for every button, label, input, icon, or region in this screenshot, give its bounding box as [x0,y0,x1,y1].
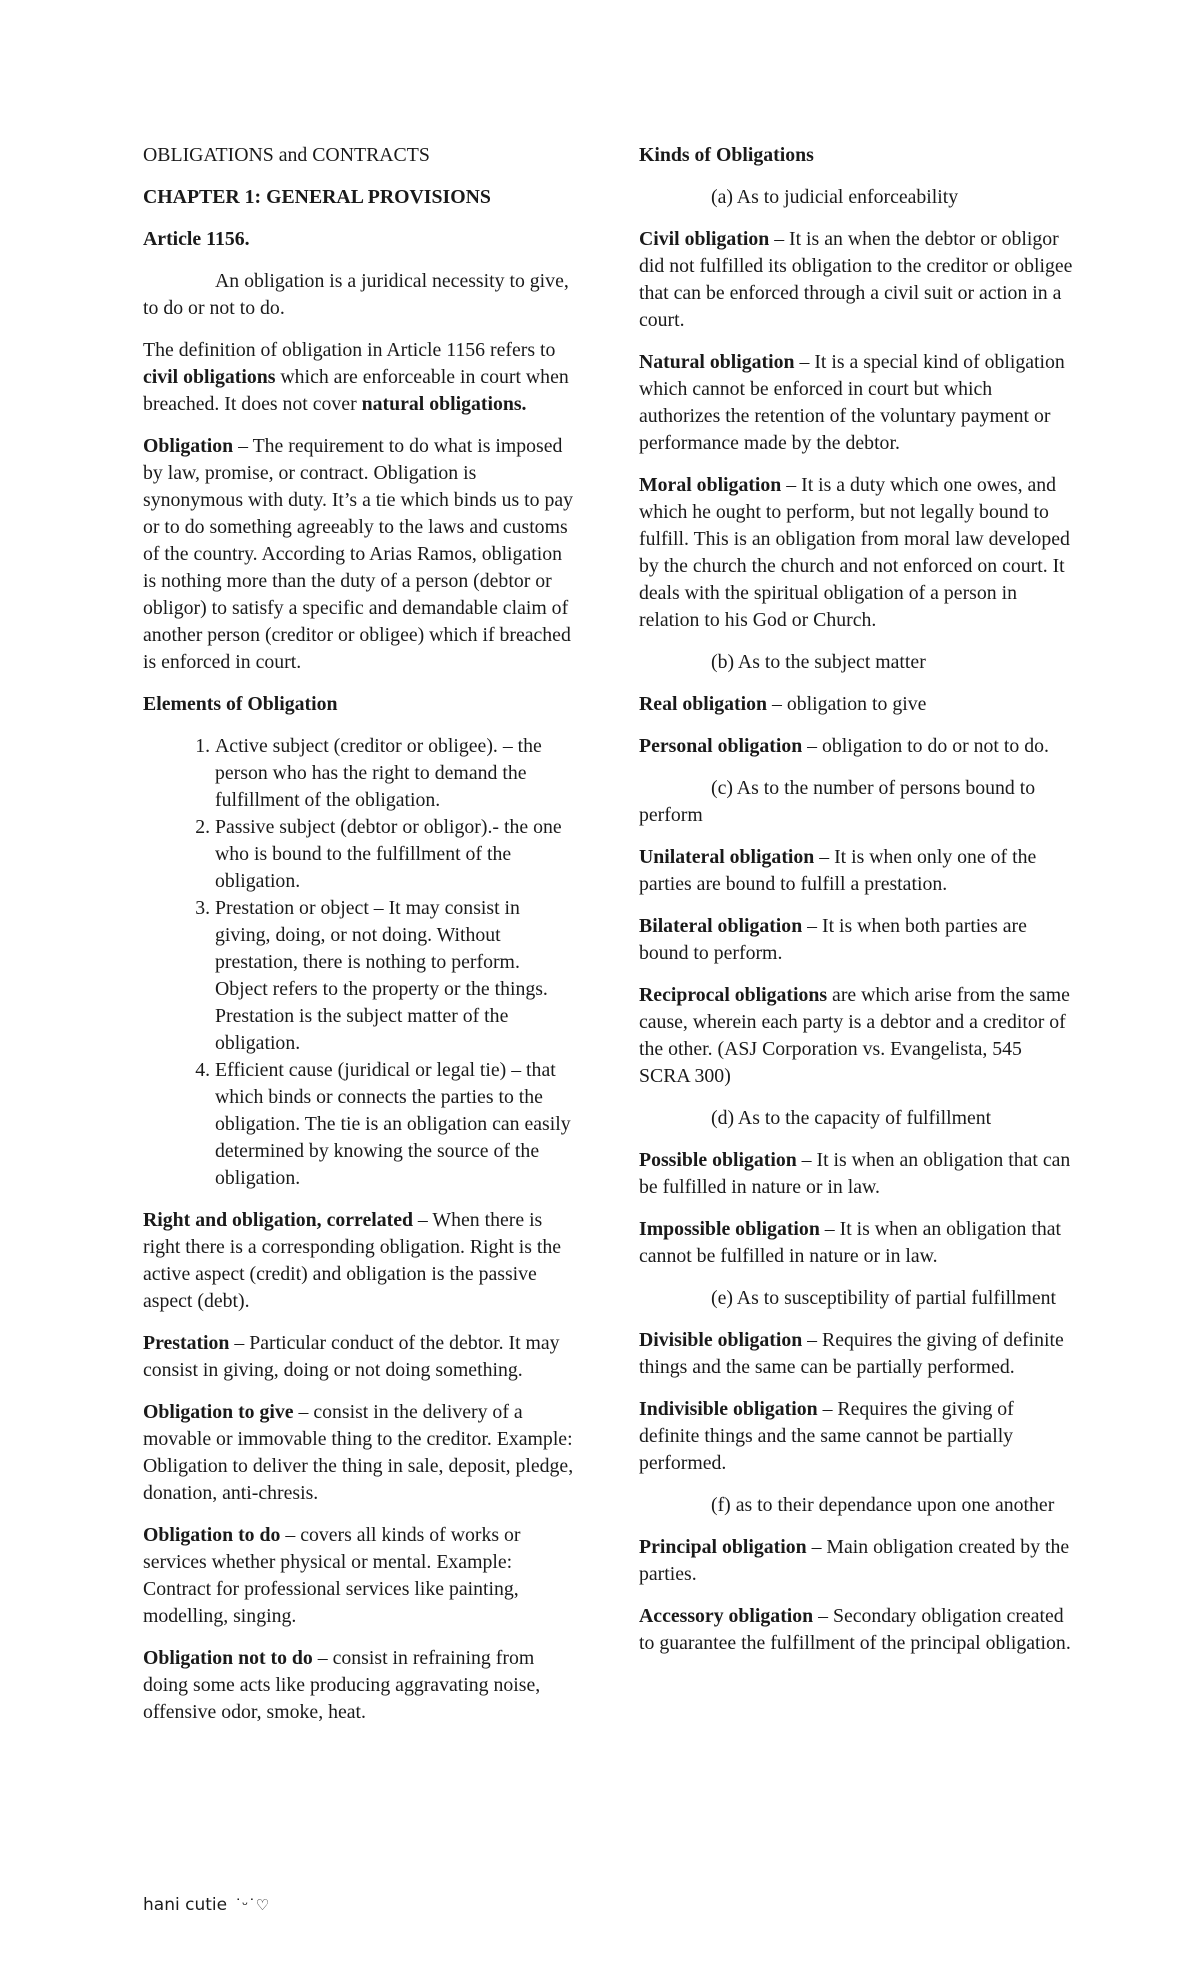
kind-item [639,1534,1075,1588]
definition-text-1: The definition of obligation in Article 1156 refers to [143,339,556,361]
kind-text: – Requires the giving of definite things and the same cannot be partially performed. [639,1398,1014,1474]
category-label-b: (b) As to the subject matter [711,651,926,673]
kind-term: Bilateral obligation [639,915,803,937]
definition-text: – Particular conduct of the debtor. It may consist in giving, doing or not doing something. [143,1332,560,1381]
element-item: 1. Active subject (creditor or obligee). – the person who has the right to demand the fulfillment of the obligation. [215,733,575,814]
kind-text: – Secondary obligation created to guarantee the fulfillment of the principal obligation. [639,1605,1071,1654]
definition-paragraph [143,337,575,418]
kind-term: Indivisible obligation [639,1398,818,1420]
kind-item [639,1327,1075,1381]
kind-text: – It is when an obligation that can be fulfilled in nature or in law. [639,1149,1071,1198]
element-item: 4. Efficient cause (juridical or legal tie) – that which binds or connects the parties to the obligation. The tie is an obligation can easily determined by knowing the source of the obligation. [215,1057,575,1192]
article-text: An obligation is a juridical necessity to give, to do or not to do. [143,270,569,319]
definition-item [143,1645,575,1726]
kinds-heading: Kinds of Obligations [639,144,814,166]
definition-item [143,1522,575,1630]
kind-text: – It is when an obligation that cannot be fulfilled in nature or in law. [639,1218,1062,1267]
kind-term: Real obligation [639,693,768,715]
elements-heading: Elements of Obligation [143,693,338,715]
definition-text: – consist in refraining from doing some acts like producing aggravating noise, offensive odor, smoke, heat. [143,1647,541,1723]
kind-text: – Main obligation created by the parties. [639,1536,1070,1585]
category-label-d: (d) As to the capacity of fulfillment [711,1107,992,1129]
kind-term: Natural obligation [639,351,795,373]
kind-text: – It is when only one of the parties are bound to fulfill a prestation. [639,846,1037,895]
kind-item [639,844,1075,898]
obligation-term: Obligation [143,435,234,457]
elements-list [143,733,575,1192]
category-label-f: (f) as to their dependance upon one another [711,1494,1055,1516]
kind-term: Accessory obligation [639,1605,814,1627]
kind-item [639,1147,1075,1201]
footer-text: hani cutie [143,1895,228,1915]
kind-item [639,733,1075,760]
kind-text: – It is a special kind of obligation which cannot be enforced in court but which authorizes the retention of the voluntary payment or performance made by the debtor. [639,351,1065,454]
kind-term: Unilateral obligation [639,846,815,868]
kind-text: – It is an when the debtor or obligor did not fulfilled its obligation to the creditor or obligee that can be enforced through a civil suit or action in a court. [639,228,1073,331]
category-label-e: (e) As to susceptibility of partial fulfillment [711,1287,1057,1309]
category-label-a: (a) As to judicial enforceability [711,186,959,208]
kind-item [639,913,1075,967]
kind-text: – It is a duty which one owes, and which he ought to perform, but not legally bound to fulfill. This is an obligation from moral law developed by the church the church and not enforced on court. It deals with the spiritual obligation of a person in relation to his God or Church. [639,474,1070,631]
kind-item [639,1396,1075,1477]
definition-term: Obligation not to do [143,1647,313,1669]
kind-text: – obligation to give [767,693,927,715]
definition-text: – When there is right there is a corresponding obligation. Right is the active aspect (credit) and obligation is the passive aspect (debt). [143,1209,562,1312]
definition-term: Right and obligation, correlated [143,1209,413,1231]
kind-term: Impossible obligation [639,1218,820,1240]
kind-text: – It is when both parties are bound to perform. [639,915,1027,964]
kind-term: Civil obligation [639,228,770,250]
definition-text-2: which are enforceable in court when breached. It does not cover [143,366,569,415]
right-column [639,142,1075,1672]
kind-item [639,1216,1075,1270]
definition-term: Obligation to do [143,1524,281,1546]
definition-bold-natural: natural obligations. [361,393,527,415]
definition-term: Prestation [143,1332,230,1354]
footer-signature [143,1895,269,1915]
kind-term: Personal obligation [639,735,803,757]
kind-item [639,226,1075,334]
document-title: OBLIGATIONS and CONTRACTS [143,144,430,166]
definition-item [143,1330,575,1384]
obligation-text: – The requirement to do what is imposed by law, promise, or contract. Obligation is synonymous with duty. It’s a tie which binds us to pay or to do something agreeably to the laws and customs of the country. According to Arias Ramos, obligation is nothing more than the duty of a person (debtor or obligor) to satisfy a specific and demandable claim of another person (creditor or obligee) which if breached is enforced in court. [143,435,574,673]
heart-emoji-icon: ˙ᵕ˙♡ [234,1896,270,1914]
chapter-heading: CHAPTER 1: GENERAL PROVISIONS [143,186,491,208]
kind-item [639,472,1075,634]
element-item: 3. Prestation or object – It may consist in giving, doing, or not doing. Without prestation, there is nothing to perform. Object refers to the property or the things. Prestation is the subject matter of the obligation. [215,895,575,1057]
kind-text: are which arise from the same cause, wherein each party is a debtor and a creditor of the other. (ASJ Corporation vs. Evangelista, 545 SCRA 300) [639,984,1070,1087]
kind-text: – obligation to do or not to do. [802,735,1049,757]
definition-item [143,1207,575,1315]
category-label-c: (c) As to the number of persons bound to perform [639,777,1036,826]
kind-text: – Requires the giving of definite things and the same can be partially performed. [639,1329,1064,1378]
kind-item [639,691,1075,718]
kind-term: Possible obligation [639,1149,797,1171]
kind-item [639,1603,1075,1657]
left-column [143,142,575,1741]
article-heading: Article 1156. [143,228,250,250]
definition-term: Obligation to give [143,1401,294,1423]
obligation-definition [143,433,575,676]
kind-item [639,982,1075,1090]
definition-item [143,1399,575,1507]
definition-text: – consist in the delivery of a movable or immovable thing to the creditor. Example: Obligation to deliver the thing in sale, deposit, pledge, donation, anti-chresis. [143,1401,574,1504]
element-item: 2. Passive subject (debtor or obligor).- the one who is bound to the fulfillment of the obligation. [215,814,575,895]
definition-bold-civil: civil obligations [143,366,276,388]
kind-term: Moral obligation [639,474,782,496]
kind-term: Principal obligation [639,1536,807,1558]
kind-term: Reciprocal obligations [639,984,828,1006]
definition-text: – covers all kinds of works or services whether physical or mental. Example: Contract for professional services like painting, modelling, singing. [143,1524,521,1627]
kind-term: Divisible obligation [639,1329,803,1351]
kind-item [639,349,1075,457]
